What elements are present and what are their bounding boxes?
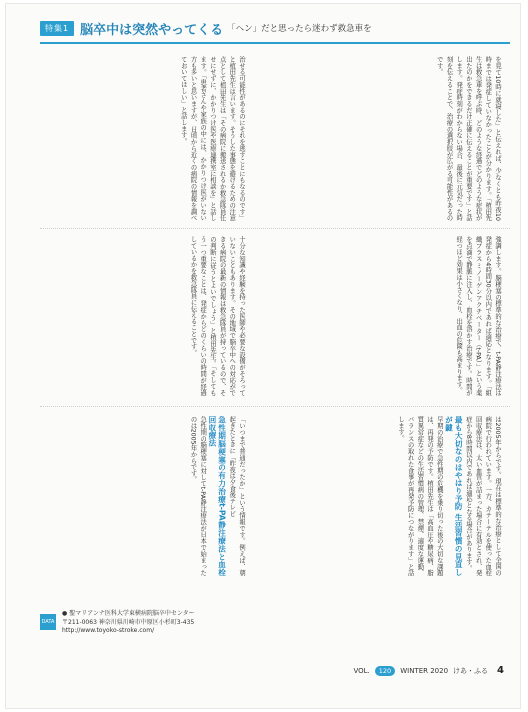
feature-header <box>40 14 510 44</box>
text-column-middle-right <box>260 236 502 396</box>
paragraph: 急性期の脳梗塞に対してt-PA静注療法が日本で始まったのは2005年からです。 <box>189 416 207 576</box>
page-number: 4 <box>497 665 504 676</box>
row-divider <box>40 406 510 407</box>
magazine-page <box>6 4 520 708</box>
row-divider <box>40 228 510 229</box>
page-footer <box>40 588 510 684</box>
paragraph: 十分な知識や経験を持った医師や必要な設備がそろっていないこともあります。その地域で脳卒中への対応ができる病院の最新の情報は救急隊員が持っているので、その判断に従うとよいでしょう」と植田先生。「そしてもう一つ重要なことは、発症からどのくらいの時間が経過しているかを救急隊員に伝えることです。 <box>189 236 245 396</box>
issue-season: WINTER 2020 <box>400 666 449 675</box>
magazine-name: けあ・ふる <box>453 666 489 675</box>
paragraph: 早期の治療で急性期の危機を乗り切った後の大切な課題は、再発の予防です。植田先生は「高血圧や糖尿病、脂質異常症などの生活習慣病の管理、禁煙、適度な運動、バランスの取れた食事が再発予防につながります」と話します。 <box>396 416 443 576</box>
paragraph: 治せる可能性があるのにそれを逃すことにもなるのです」と植田先生は言います。そうした事態を避けるための注意点として植田先生は「その病院に搬送されるか救急隊員任せにせずに、かかりつけ医や医療連携室に相談を」と話します。「患者さんや家族の中には、かかりつけ医がいない方も多いと思いますが、日頃から近くの病院の情報を調べておいてほしい」と話します。 <box>179 56 245 221</box>
text-column-top-left <box>40 56 246 221</box>
text-column-bottom-right <box>260 416 502 576</box>
feature-subtitle: 「ヘン」だと思ったら迷わず救急車を <box>227 24 372 34</box>
section-heading-treatment: 急性期脳梗塞の有力治療t-PA静注療法と血栓回収療法 <box>207 416 227 576</box>
text-column-bottom-left <box>40 416 246 576</box>
hospital-name: ● 聖マリアンナ医科大学東横病院脳卒中センター <box>62 610 195 617</box>
paragraph: は2005年からです。現在は標準的な治療として全国の病院で行われています。一方、カテーテルを使った血栓回収療法は、太い血管が詰まった場合に有効とされ、発症から8時間以内であれば適応となる場合があります。 <box>464 416 501 576</box>
text-column-top-right <box>260 56 502 221</box>
data-badge: DATA <box>40 614 56 630</box>
feature-tag: 特集1 <box>40 21 74 36</box>
issue-info <box>353 665 504 676</box>
vol-number: 120 <box>375 666 395 676</box>
feature-title: 脳卒中は突然やってくる <box>80 22 224 38</box>
section-heading-prevention: 最も大切なのはやはり予防 生活習慣の見直しが鍵 <box>444 416 464 576</box>
vol-label: VOL. <box>353 666 370 675</box>
paragraph: 強調します。脳梗塞の標準的な治療で、t-PA静注療法は発症から4時間30分以内であれば適応となります。「組織プラスミノーゲンアクチベーター（t-PA）」という薬を点滴で静脈に注入し、血栓を溶かす治療です。時間が経つほど効果は小さくなり、出血の危険も高まります。 <box>455 236 501 396</box>
paragraph: 「いつまで普通だったか」という情報です。例えば、朝起きたときに「昨夜は夕食後テレビ <box>228 416 245 576</box>
hospital-url[interactable]: http://www.toyoko-stroke.com/ <box>62 627 155 634</box>
paragraph: を見て10時に就寝した」と伝えれば、少なくとも昨夜10時までは発症していなかったことが分かります。「植田先生は救急車を呼ぶ時、どのような経過でどのような症状が出たのかをできるだけ正確に伝えることが重要です」と話します。発症時刻がわからない場合、最後に元気だった時刻を伝えることで、治療の選択肢が広がる可能性があるのです。 <box>435 56 501 221</box>
data-info <box>62 610 195 636</box>
hospital-address: 〒211-0063 神奈川県川崎市中原区小杉町3-435 <box>62 618 195 626</box>
text-column-middle-left <box>40 236 246 396</box>
